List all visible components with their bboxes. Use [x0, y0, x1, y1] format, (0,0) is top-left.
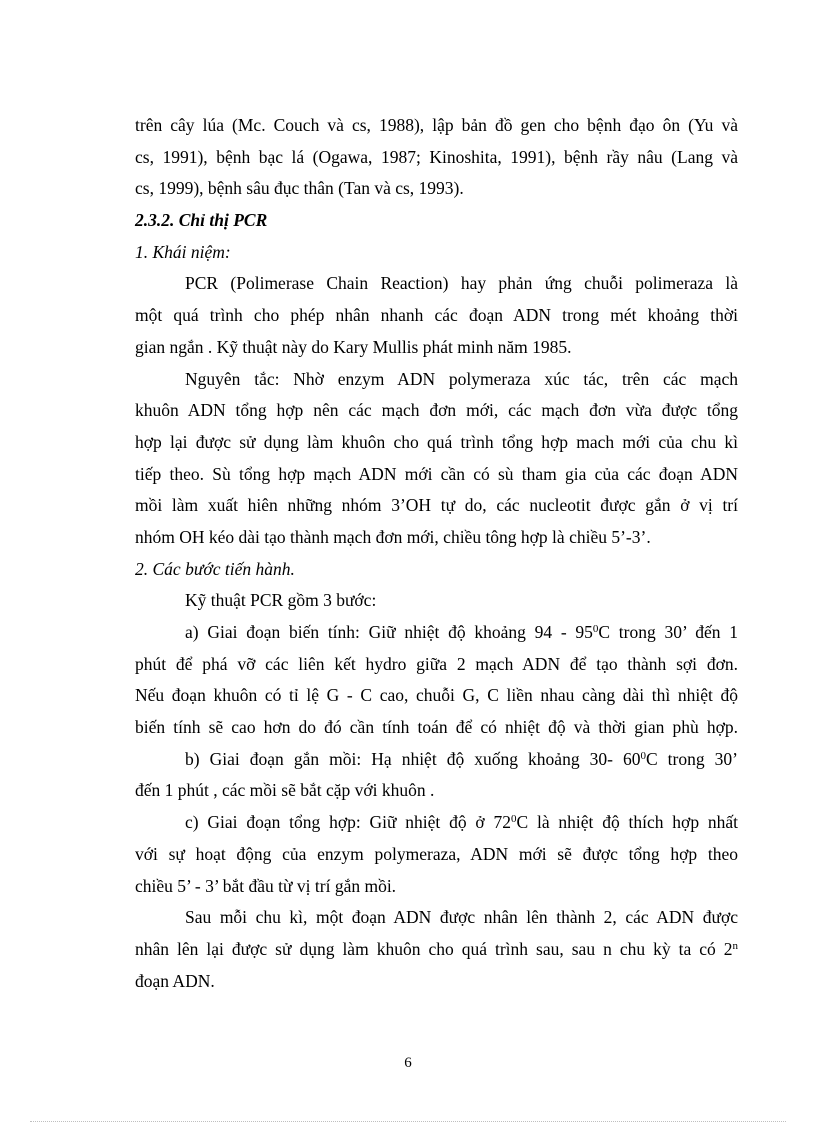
subheading: 2. Các bước tiến hành.: [135, 558, 295, 579]
text-segment: nhân lên lại được sử dụng làm khuôn cho quá trình sau, sau n chu kỳ ta có 2: [135, 938, 733, 959]
text-line: đến 1 phút , các mồi sẽ bắt cặp với khuôn .: [135, 780, 435, 801]
text-segment: a) Giai đoạn biến tính: Giữ nhiệt độ khoảng 94 - 95: [185, 622, 593, 642]
text-line: một quá trình cho phép nhân nhanh các đoạn ADN trong mét khoảng thời: [135, 305, 738, 326]
text-line: biến tính sẽ cao hơn do đó cần tính toán để có nhiệt độ và thời gian phù hợp.: [135, 717, 738, 738]
superscript: 0: [640, 749, 646, 762]
text-line: với sự hoạt động của enzym polymeraza, ADN mới sẽ được tổng hợp theo: [135, 843, 738, 864]
text-line: tiếp theo. Sù tổng hợp mạch ADN mới cần có sù tham gia của các đoạn ADN: [135, 463, 738, 484]
text-line: [135, 807, 738, 839]
text-line: PCR (Polimerase Chain Reaction) hay phản ứng chuỗi polimeraza là: [185, 273, 738, 294]
text-line: Kỹ thuật PCR gồm 3 bước:: [185, 590, 377, 611]
text-line: đoạn ADN.: [135, 970, 215, 991]
text-line: khuôn ADN tổng hợp nên các mạch đơn mới, các mạch đơn vừa được tổng: [135, 400, 738, 421]
text-line: [135, 934, 738, 966]
text-line: [135, 617, 738, 649]
text-line: Sau mỗi chu kì, một đoạn ADN được nhân lên thành 2, các ADN được: [185, 907, 738, 928]
section-heading: 2.3.2. Chỉ thị PCR: [135, 210, 268, 231]
text-segment: C là nhiệt độ thích hợp nhất: [516, 812, 739, 833]
page-body: [135, 110, 738, 997]
text-line: cs, 1999), bệnh sâu đục thân (Tan và cs, 1993).: [135, 178, 464, 199]
page-number: 6: [404, 1055, 412, 1071]
text-line: phút để phá vỡ các liên kết hydro giữa 2 mạch ADN để tạo thành sợi đơn.: [135, 653, 738, 674]
superscript: 0: [592, 623, 599, 635]
text-line: mồi làm xuất hiên những nhóm 3’OH tự do, các nucleotit được gắn ở vị trí: [135, 495, 738, 516]
text-line: hợp lại được sử dụng làm khuôn cho quá trình tổng hợp mach mới của chu kì: [135, 431, 738, 452]
text-segment: c) Giai đoạn tổng hợp: Giữ nhiệt độ ở 72: [185, 812, 511, 833]
text-line: Nguyên tắc: Nhờ enzym ADN polymeraza xúc tác, trên các mạch: [185, 368, 738, 389]
text-line: cs, 1991), bệnh bạc lá (Ogawa, 1987; Kinoshita, 1991), bệnh rầy nâu (Lang và: [135, 146, 738, 167]
text-line: nhóm OH kéo dài tạo thành mạch đơn mới, chiều tông hợp là chiều 5’-3’.: [135, 526, 651, 547]
text-segment: C trong 30’: [645, 748, 738, 769]
text-line: Nếu đoạn khuôn có tỉ lệ G - C cao, chuỗi G, C liền nhau càng dài thì nhiệt độ: [135, 685, 738, 706]
subheading: 1. Khái niệm:: [135, 241, 231, 262]
page-divider: [30, 1121, 786, 1122]
text-line: chiều 5’ - 3’ bắt đầu từ vị trí gắn mồi.: [135, 875, 397, 896]
text-line: trên cây lúa (Mc. Couch và cs, 1988), lập bản đồ gen cho bệnh đạo ôn (Yu và: [135, 115, 738, 135]
text-line: [135, 744, 738, 776]
superscript: 0: [510, 813, 517, 826]
superscript: n: [732, 939, 738, 952]
text-segment: C trong 30’ đến 1: [598, 622, 738, 642]
text-line: gian ngắn . Kỹ thuật này do Kary Mullis phát minh năm 1985.: [135, 336, 572, 357]
text-segment: b) Giai đoạn gắn mồi: Hạ nhiệt độ xuống khoảng 30- 60: [185, 748, 641, 769]
